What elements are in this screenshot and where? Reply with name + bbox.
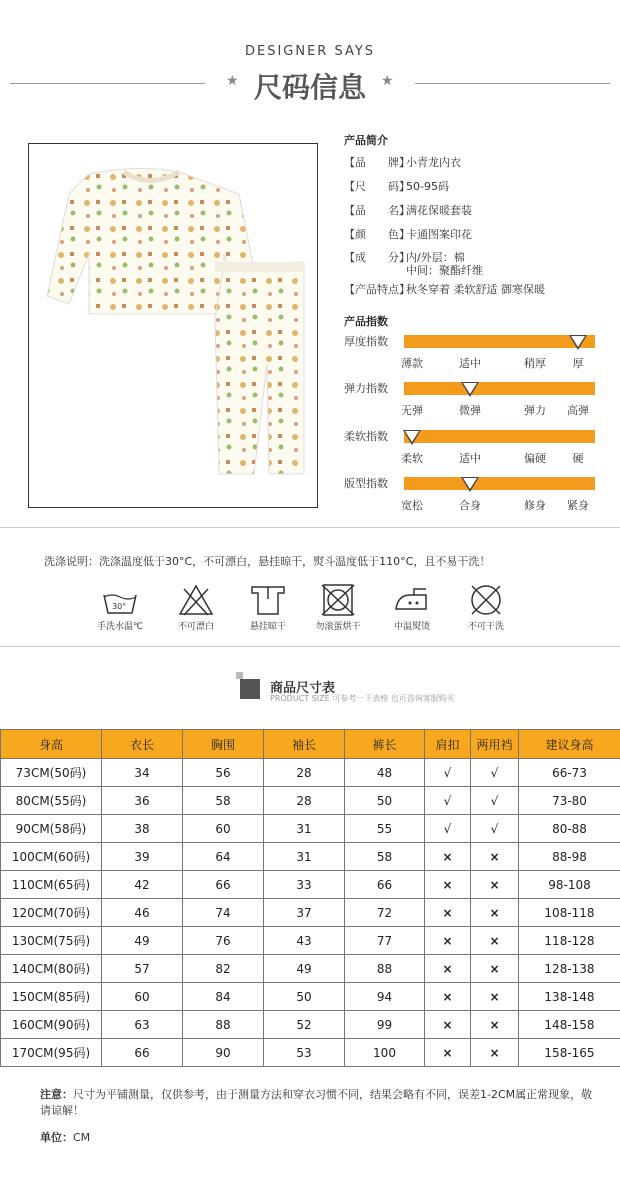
title-decoration [240,679,260,699]
table-row [1,759,620,787]
index-tick-label: 高弹 [567,404,589,417]
table-row [1,871,620,899]
index-marker-icon [461,477,479,492]
index-bar [404,382,595,395]
table-cell: 138-148 [519,983,620,1011]
index-tick-label: 微弹 [459,404,481,417]
table-cell: 150CM(85码) [1,983,102,1011]
table-cell: 49 [102,927,183,955]
size-table-header: 裤长 [345,730,425,759]
table-cell: 90 [183,1039,264,1067]
table-cell: 88-98 [519,843,620,871]
index-tick-label: 宽松 [401,499,423,512]
table-cell: 55 [345,815,425,843]
index-label: 柔软指数 [344,430,388,443]
index-tick-label: 合身 [459,499,481,512]
product-photo [28,143,318,508]
index-label: 厚度指数 [344,335,388,348]
size-table-subtitle: PRODUCT SIZE 可参考一下表格 也可咨询客服购买 [270,694,455,703]
table-row [1,955,620,983]
table-cell: 52 [264,1011,345,1039]
size-table-header: 两用裆 [471,730,519,759]
index-tick-label: 无弹 [401,404,423,417]
table-cell: 77 [345,927,425,955]
size-table-header: 衣长 [102,730,183,759]
size-table-header: 建议身高 [519,730,620,759]
divider [0,646,620,647]
table-row [1,899,620,927]
product-intro-title: 产品简介 [344,134,388,147]
table-cell: × [471,927,519,955]
table-cell: 39 [102,843,183,871]
table-cell: 160CM(90码) [1,1011,102,1039]
table-cell: 56 [183,759,264,787]
table-cell: × [425,899,471,927]
care-label: 手洗水温℃ [96,622,144,632]
table-cell: 100 [345,1039,425,1067]
table-cell: × [425,871,471,899]
no-tumble-dry-icon [318,583,358,617]
size-table-header: 袖长 [264,730,345,759]
title-decoration [236,672,243,679]
table-cell: 118-128 [519,927,620,955]
table-cell: 120CM(70码) [1,899,102,927]
table-cell: 42 [102,871,183,899]
table-cell: × [471,899,519,927]
info-row-material: 【成 分】内/外层：棉 [344,251,465,264]
info-row-color: 【颜 色】卡通图案印花 [344,228,472,241]
index-tick-label: 厚 [572,357,584,370]
pajama-set-illustration [29,144,317,507]
table-cell: 80CM(55码) [1,787,102,815]
table-cell: × [425,955,471,983]
divider [0,527,620,528]
table-cell: 66 [183,871,264,899]
table-row [1,815,620,843]
care-label: 中温熨烫 [393,622,430,632]
index-tick-label: 薄款 [401,357,423,370]
size-table [0,729,620,1067]
table-cell: 66-73 [519,759,620,787]
index-bar [404,477,595,490]
star-icon: ★ [226,73,239,89]
index-tick-label: 偏硬 [524,452,546,465]
table-cell: √ [425,759,471,787]
table-cell: 66 [102,1039,183,1067]
table-cell: × [425,1039,471,1067]
product-index-title: 产品指数 [344,315,388,328]
table-cell: 99 [345,1011,425,1039]
size-table-header: 身高 [1,730,102,759]
size-note: 注意：尺寸为平铺测量，仅供参考，由于测量方法和穿衣习惯不同，结果会略有不同，误差1-2CM属正常现象，敬请谅解！ [40,1088,593,1117]
table-cell: 33 [264,871,345,899]
table-cell: 64 [183,843,264,871]
table-cell: × [471,1011,519,1039]
care-label: 勿滚蛋烘干 [315,622,361,632]
table-cell: 31 [264,815,345,843]
hang-dry-icon [248,583,288,617]
table-cell: 48 [345,759,425,787]
index-marker-icon [569,335,587,350]
care-label: 悬挂晾干 [249,622,286,632]
size-table-header: 胸围 [183,730,264,759]
table-cell: 100CM(60码) [1,843,102,871]
table-cell: √ [425,815,471,843]
table-cell: 82 [183,955,264,983]
table-cell: 84 [183,983,264,1011]
table-cell: × [425,983,471,1011]
table-cell: 34 [102,759,183,787]
table-cell: × [471,983,519,1011]
table-cell: 37 [264,899,345,927]
index-tick-label: 修身 [524,499,546,512]
table-cell: × [471,843,519,871]
table-cell: × [425,1011,471,1039]
info-row-name: 【品 名】满花保暖套装 [344,204,472,217]
index-label: 弹力指数 [344,382,388,395]
table-cell: 140CM(80码) [1,955,102,983]
table-cell: 128-138 [519,955,620,983]
table-cell: 43 [264,927,345,955]
table-row [1,1039,620,1067]
table-cell: 73CM(50码) [1,759,102,787]
table-cell: 63 [102,1011,183,1039]
care-label: 不可漂白 [177,622,214,632]
table-cell: 130CM(75码) [1,927,102,955]
table-cell: 50 [345,787,425,815]
table-cell: 60 [183,815,264,843]
table-cell: 110CM(65码) [1,871,102,899]
table-cell: 31 [264,843,345,871]
star-icon: ★ [381,73,394,89]
table-cell: 76 [183,927,264,955]
table-cell: 88 [345,955,425,983]
table-cell: 28 [264,787,345,815]
table-cell: 74 [183,899,264,927]
table-cell: 73-80 [519,787,620,815]
index-marker-icon [461,382,479,397]
index-bar [404,335,595,348]
info-row-size: 【尺 码】50-95码 [344,180,449,193]
index-tick-label: 适中 [459,452,481,465]
table-cell: × [471,1039,519,1067]
table-cell: 58 [345,843,425,871]
table-cell: 58 [183,787,264,815]
table-row [1,787,620,815]
svg-text:30°: 30° [112,602,127,611]
info-row-features: 【产品特点】秋冬穿着 柔软舒适 御寒保暖 [344,283,545,296]
table-cell: 38 [102,815,183,843]
table-cell: √ [425,787,471,815]
table-cell: 53 [264,1039,345,1067]
size-table-title: 商品尺寸表 [270,681,336,696]
index-tick-label: 适中 [459,357,481,370]
table-row [1,1011,620,1039]
care-label: 不可干洗 [467,622,504,632]
table-cell: √ [471,759,519,787]
index-tick-label: 柔软 [401,452,423,465]
index-tick-label: 硬 [572,452,584,465]
info-row-material-2: 中间：聚酯纤维 [406,264,483,277]
index-tick-label: 弹力 [524,404,546,417]
table-cell: 148-158 [519,1011,620,1039]
table-cell: × [471,955,519,983]
table-cell: 57 [102,955,183,983]
table-cell: × [425,843,471,871]
table-cell: 90CM(58码) [1,815,102,843]
index-bar [404,430,595,443]
size-table-header: 肩扣 [425,730,471,759]
table-cell: √ [471,787,519,815]
index-tick-label: 稍厚 [524,357,546,370]
table-row [1,927,620,955]
table-row [1,983,620,1011]
table-cell: √ [471,815,519,843]
no-dry-clean-icon [466,583,506,617]
table-cell: 50 [264,983,345,1011]
info-row-brand: 【品 牌】小青龙内衣 [344,156,461,169]
table-cell: 98-108 [519,871,620,899]
table-cell: 80-88 [519,815,620,843]
page-title: 尺码信息 [253,71,366,104]
hand-wash-30-icon [100,583,140,617]
index-marker-icon [403,430,421,445]
table-cell: × [471,871,519,899]
no-bleach-icon [176,583,216,617]
table-cell: 88 [183,1011,264,1039]
table-cell: 72 [345,899,425,927]
unit-note: 单位：CM [40,1131,91,1144]
designer-says-tagline: DESIGNER SAYS [244,44,376,59]
table-cell: × [425,927,471,955]
index-tick-label: 紧身 [567,499,589,512]
care-instructions: 洗涤说明：洗涤温度低于30°C，不可漂白，悬挂晾干，熨斗温度低于110°C，且不易干洗！ [44,555,491,568]
table-cell: 170CM(95码) [1,1039,102,1067]
table-cell: 36 [102,787,183,815]
table-row [1,843,620,871]
iron-medium-icon [392,583,432,617]
table-cell: 60 [102,983,183,1011]
index-label: 版型指数 [344,477,388,490]
table-cell: 66 [345,871,425,899]
table-cell: 158-165 [519,1039,620,1067]
table-cell: 46 [102,899,183,927]
table-cell: 108-118 [519,899,620,927]
table-cell: 28 [264,759,345,787]
table-cell: 49 [264,955,345,983]
table-cell: 94 [345,983,425,1011]
